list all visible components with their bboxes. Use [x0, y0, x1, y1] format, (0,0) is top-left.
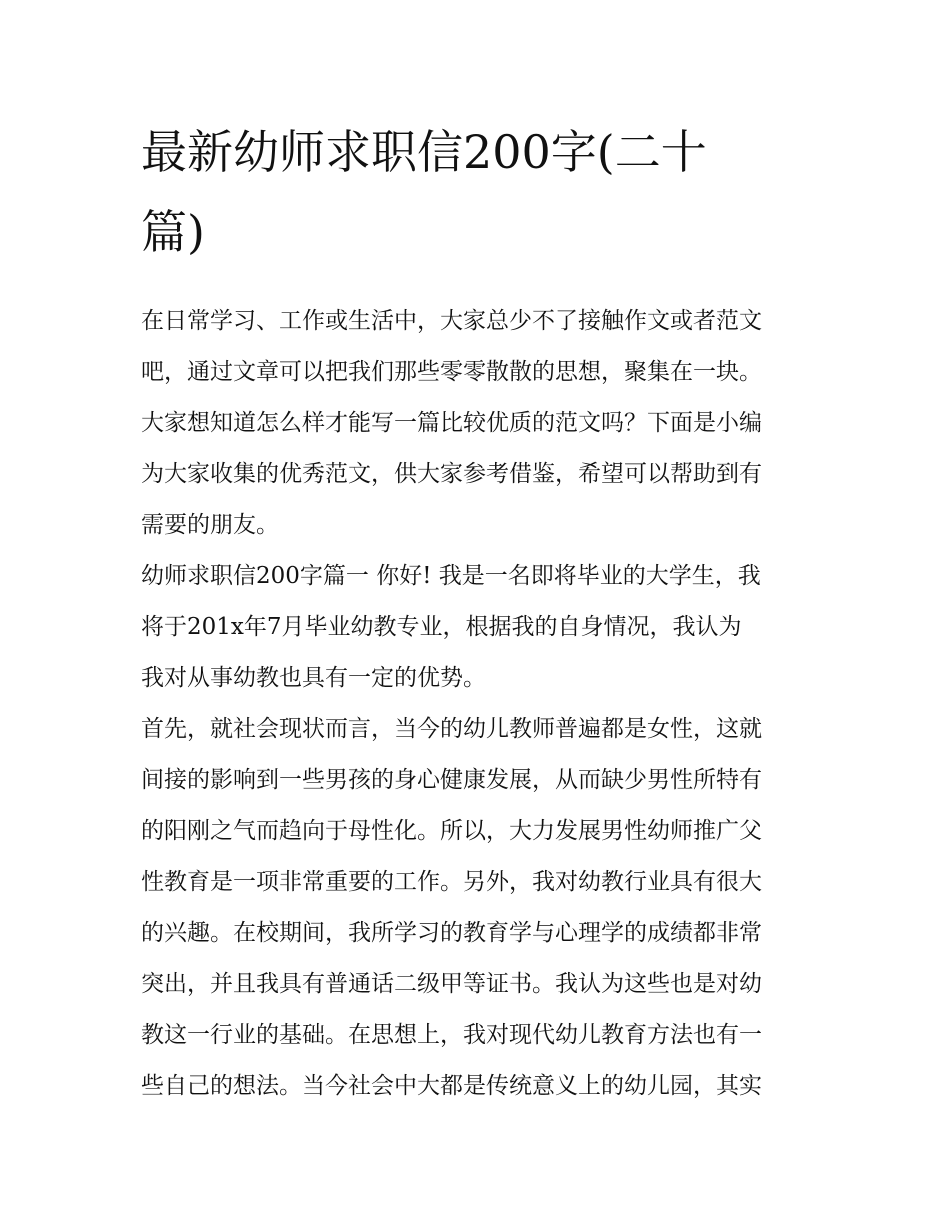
document-title: [141, 112, 813, 272]
paragraph-line: 的阳刚之气而趋向于母性化。所以，大力发展男性幼师推广父: [141, 818, 762, 844]
paragraph-first-point: [141, 704, 813, 1112]
paragraph-line: 首先，就社会现状而言，当今的幼儿教师普遍都是女性，这就: [141, 716, 762, 742]
paragraph-line: 我对从事幼教也具有一定的优势。: [141, 665, 486, 691]
paragraph-line: 些自己的想法。当今社会中大都是传统意义上的幼儿园，其实: [141, 1073, 762, 1099]
title-line-1: 最新幼师求职信200字(二十: [141, 125, 707, 179]
paragraph-line: 需要的朋友。: [141, 512, 279, 538]
paragraph-line: 将于201x年7月毕业幼教专业，根据我的自身情况，我认为: [141, 614, 742, 640]
document-page: [141, 112, 813, 1112]
paragraph-intro: [141, 296, 813, 551]
title-line-2: 篇): [141, 205, 205, 259]
paragraph-line: 突出，并且我具有普通话二级甲等证书。我认为这些也是对幼: [141, 971, 762, 997]
paragraph-line: 吧，通过文章可以把我们那些零零散散的思想，聚集在一块。: [141, 359, 762, 385]
paragraph-line: 教这一行业的基础。在思想上，我对现代幼儿教育方法也有一: [141, 1022, 762, 1048]
paragraph-line: 为大家收集的优秀范文，供大家参考借鉴，希望可以帮助到有: [141, 461, 762, 487]
paragraph-letter-one: [141, 551, 813, 704]
paragraph-line: 的兴趣。在校期间，我所学习的教育学与心理学的成绩都非常: [141, 920, 762, 946]
document-body: [141, 296, 813, 1112]
paragraph-line: 在日常学习、工作或生活中，大家总少不了接触作文或者范文: [141, 308, 762, 334]
paragraph-line: 性教育是一项非常重要的工作。另外，我对幼教行业具有很大: [141, 869, 762, 895]
paragraph-line: 间接的影响到一些男孩的身心健康发展，从而缺少男性所特有: [141, 767, 762, 793]
paragraph-line: 大家想知道怎么样才能写一篇比较优质的范文吗？下面是小编: [141, 410, 762, 436]
paragraph-line: 幼师求职信200字篇一 你好! 我是一名即将毕业的大学生，我: [141, 563, 761, 589]
